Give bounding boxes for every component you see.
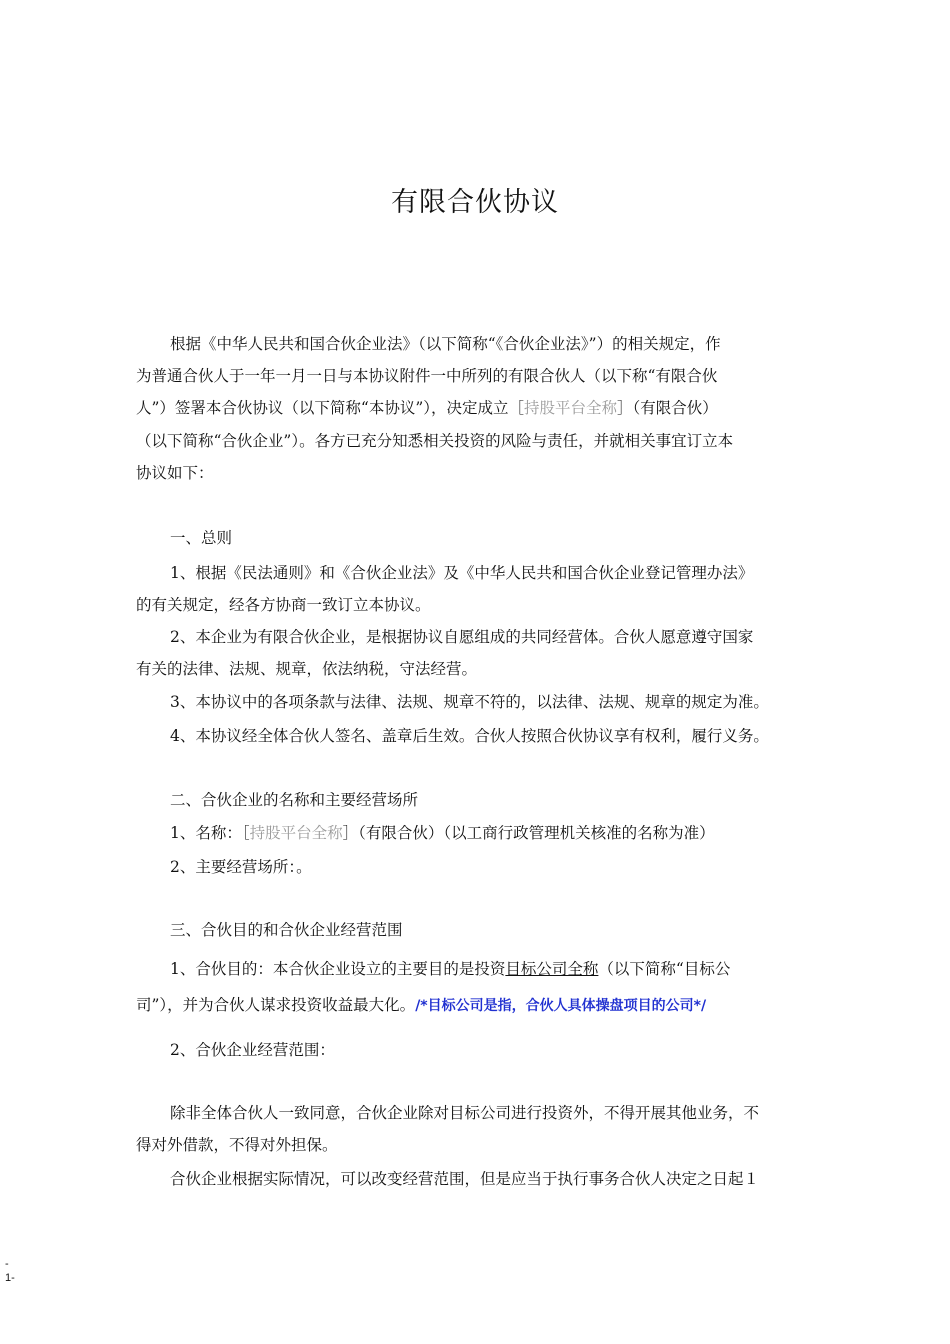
footer-dash: - [5,1258,9,1270]
preamble-line-1: 根据《中华人民共和国合伙企业法》（以下简称“《合伙企业法》”）的相关规定，作 [170,335,721,353]
s1-para-3: 3、本协议中的各项条款与法律、法规、规章不符的，以法律、法规、规章的规定为准。 [170,693,769,711]
s1-para-2a: 2、本企业为有限合伙企业，是根据协议自愿组成的共同经营体。合伙人愿意遵守国家 [170,628,754,646]
s3-para-2: 2、合伙企业经营范围： [170,1041,335,1059]
s3-para-3b: 得对外借款，不得对外担保。 [136,1136,338,1154]
s3-para-4: 合伙企业根据实际情况，可以改变经营范围，但是应当于执行事务合伙人决定之日起１ [170,1170,760,1188]
s3-para-1a: 1、合伙目的：本合伙企业设立的主要目的是投资目标公司全称（以下简称“目标公 [170,960,731,978]
platform-name-placeholder: 持股平台全称 [524,399,618,417]
target-company-placeholder: 目标公司全称 [505,960,599,978]
preamble-line-5: 协议如下： [136,464,214,482]
preamble-line-3: 人”）签署本合伙协议（以下简称“本协议”），决定成立［持股平台全称］（有限合伙） [136,399,718,417]
section-3-heading: 三、合伙目的和合伙企业经营范围 [170,921,403,939]
page-number: 1- [5,1272,15,1284]
s3-para-3a: 除非全体合伙人一致同意，合伙企业除对目标公司进行投资外，不得开展其他业务，不 [170,1104,760,1122]
s2-place-line: 2、主要经营场所：。 [170,858,312,876]
editor-note: /*目标公司是指，合伙人具体操盘项目的公司*/ [415,998,707,1014]
s1-para-2b: 有关的法律、法规、规章，依法纳税，守法经营。 [136,660,478,678]
preamble-line-4: （以下简称“合伙企业”）。各方已充分知悉相关投资的风险与责任，并就相关事宜订立本 [136,432,734,450]
section-2-heading: 二、合伙企业的名称和主要经营场所 [170,791,419,809]
s2-name-line: 1、名称：［持股平台全称］（有限合伙）（以工商行政管理机关核准的名称为准） [170,824,715,842]
preamble-line-2: 为普通合伙人于一年一月一日与本协议附件一中所列的有限合伙人（以下称“有限合伙 [136,367,718,385]
document-title: 有限合伙协议 [391,187,559,218]
platform-name-placeholder: 持股平台全称 [249,824,343,842]
section-1-heading: 一、总则 [170,529,233,547]
s3-para-1b: 司”），并为合伙人谋求投资收益最大化。/*目标公司是指，合伙人具体操盘项目的公司*/ [136,996,707,1014]
s1-para-1b: 的有关规定，经各方协商一致订立本协议。 [136,596,431,614]
s1-para-1a: 1、根据《民法通则》和《合伙企业法》及《中华人民共和国合伙企业登记管理办法》 [170,564,754,582]
s1-para-4: 4、本协议经全体合伙人签名、盖章后生效。合伙人按照合伙协议享有权利，履行义务。 [170,727,769,745]
